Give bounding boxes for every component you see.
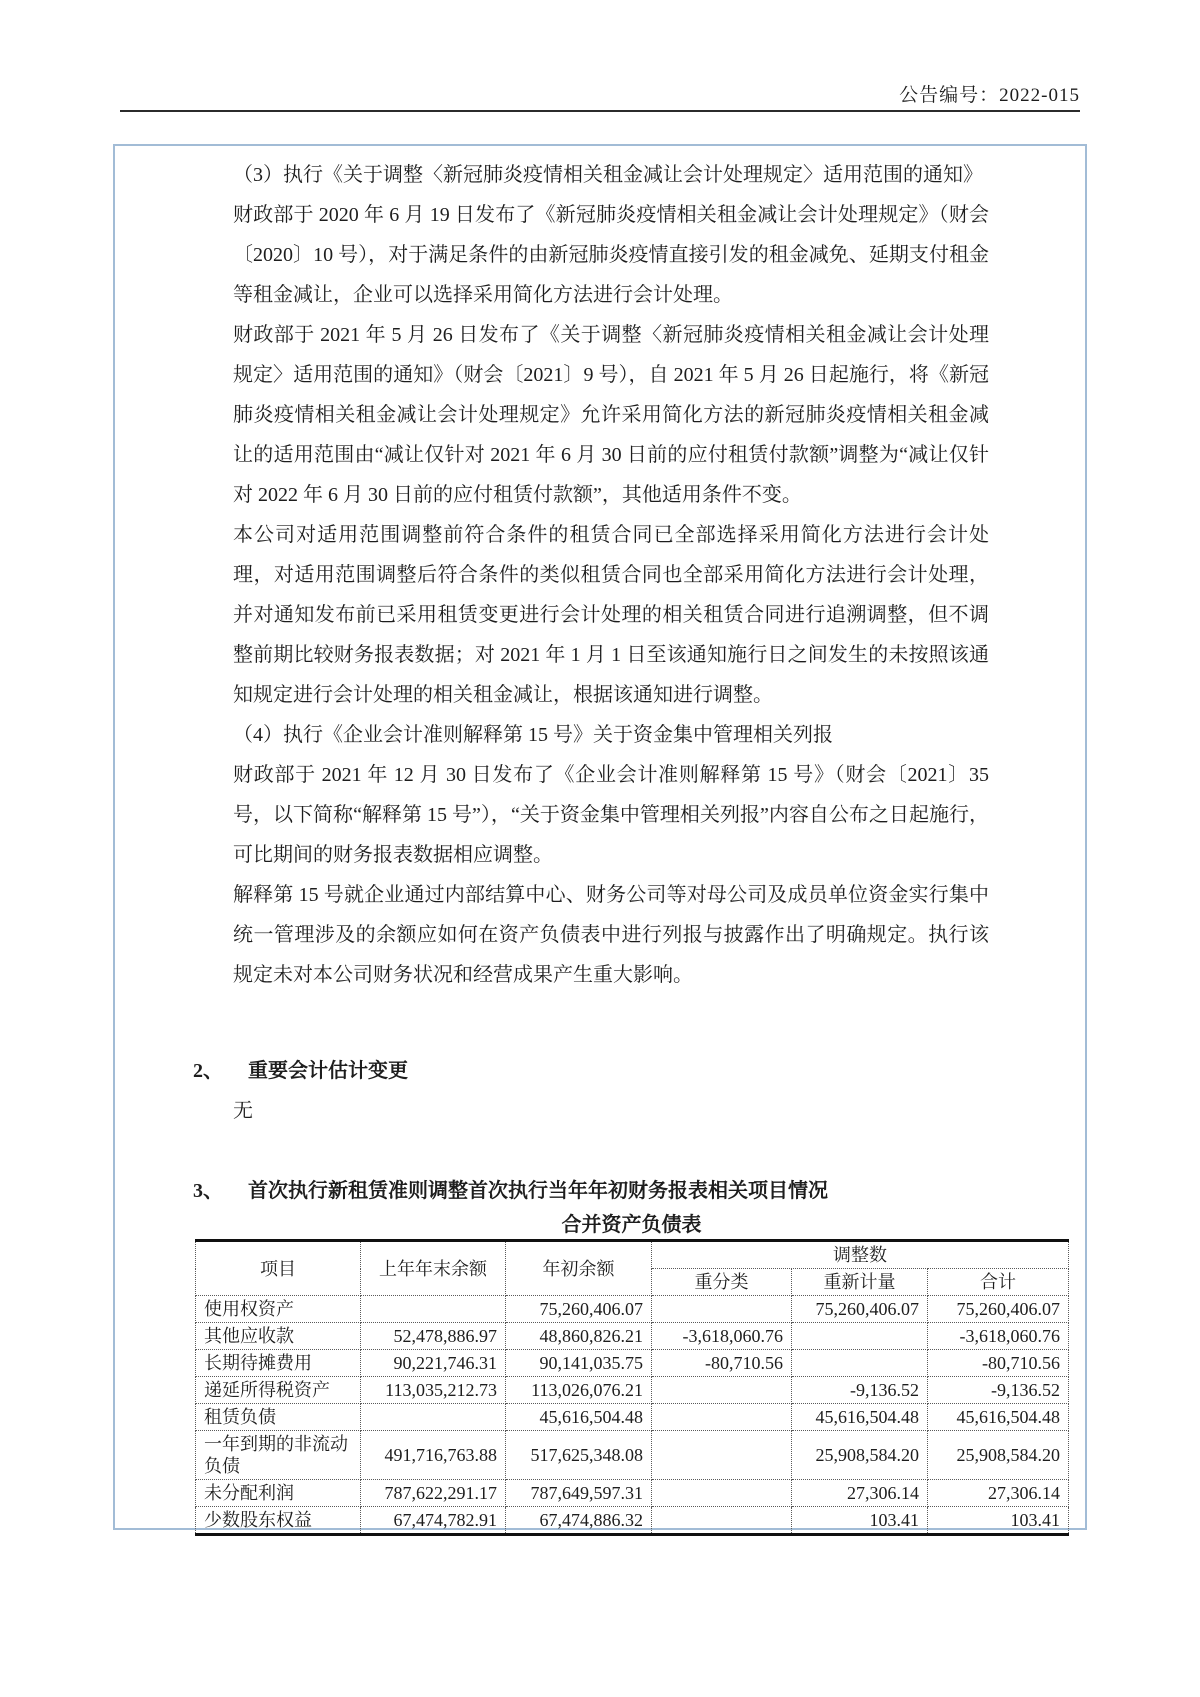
cell-total: 27,306.14 [928, 1480, 1069, 1507]
cell-prev-year-end: 90,221,746.31 [361, 1350, 506, 1377]
cell-prev-year-end: 491,716,763.88 [361, 1431, 506, 1480]
section-body-none: 无 [233, 1100, 253, 1122]
cell-prev-year-end: 52,478,886.97 [361, 1323, 506, 1350]
cell-year-begin: 90,141,035.75 [506, 1350, 652, 1377]
cell-remeasure: 45,616,504.48 [792, 1404, 928, 1431]
cell-item: 使用权资产 [196, 1296, 361, 1323]
header-rule [120, 110, 1080, 112]
table-row [196, 1431, 1069, 1480]
cell-total: 75,260,406.07 [928, 1296, 1069, 1323]
section-heading-estimate-change [193, 1051, 989, 1091]
balance-sheet-table [195, 1239, 1069, 1536]
header-adjustments: 调整数 [652, 1241, 1069, 1269]
header-remeasure: 重新计量 [792, 1269, 928, 1296]
cell-item: 一年到期的非流动负债 [196, 1431, 361, 1480]
body-paragraph: 本公司对适用范围调整前符合条件的租赁合同已全部选择采用简化方法进行会计处理，对适用范围调整后符合条件的类似租赁合同也全部采用简化方法进行会计处理，并对通知发布前已采用租赁变更进行会计处理的相关租赁合同进行追溯调整，但不调整前期比较财务报表数据；对 2021 年 1 月 1 日至该通知施行日之间发生的未按照该通知规定进行会计处理的相关租金减让，根据该通知进行调整。 [233, 524, 989, 706]
announcement-number: 公告编号：2022-015 [899, 85, 1080, 106]
table-row [196, 1507, 1069, 1535]
cell-remeasure: 25,908,584.20 [792, 1431, 928, 1480]
table-row [196, 1480, 1069, 1507]
section-title: 重要会计估计变更 [248, 1060, 408, 1082]
cell-prev-year-end: 67,474,782.91 [361, 1507, 506, 1535]
body-paragraph: 财政部于 2020 年 6 月 19 日发布了《新冠肺炎疫情相关租金减让会计处理规定》（财会〔2020〕10 号），对于满足条件的由新冠肺炎疫情直接引发的租金减免、延期支付租金等租金减让，企业可以选择采用简化方法进行会计处理。 [233, 204, 989, 306]
section-number: 2、 [193, 1060, 223, 1082]
cell-item: 少数股东权益 [196, 1507, 361, 1535]
table-title: 合并资产负债表 [561, 1214, 702, 1236]
cell-item: 未分配利润 [196, 1480, 361, 1507]
table-row [196, 1323, 1069, 1350]
cell-reclass [652, 1507, 792, 1535]
header-item: 项目 [196, 1241, 361, 1296]
cell-total: -9,136.52 [928, 1377, 1069, 1404]
header-year-begin: 年初余额 [506, 1241, 652, 1296]
cell-prev-year-end [361, 1296, 506, 1323]
cell-reclass [652, 1480, 792, 1507]
cell-prev-year-end [361, 1404, 506, 1431]
header-prev-year-end: 上年年末余额 [361, 1241, 506, 1296]
cell-reclass [652, 1296, 792, 1323]
cell-year-begin: 75,260,406.07 [506, 1296, 652, 1323]
body-paragraph: 财政部于 2021 年 12 月 30 日发布了《企业会计准则解释第 15 号》（财会〔2021〕35 号，以下简称“解释第 15 号”），“关于资金集中管理相关列报”内容自公布之日起施行，可比期间的财务报表数据相应调整。 [233, 764, 989, 866]
section-heading-first-adoption [193, 1171, 989, 1211]
table-row [196, 1404, 1069, 1431]
cell-year-begin: 48,860,826.21 [506, 1323, 652, 1350]
cell-total: 103.41 [928, 1507, 1069, 1535]
cell-reclass [652, 1431, 792, 1480]
body-paragraph: 解释第 15 号就企业通过内部结算中心、财务公司等对母公司及成员单位资金实行集中统一管理涉及的余额应如何在资产负债表中进行列报与披露作出了明确规定。执行该规定未对本公司财务状况和经营成果产生重大影响。 [233, 884, 989, 986]
cell-reclass: -3,618,060.76 [652, 1323, 792, 1350]
cell-prev-year-end: 113,035,212.73 [361, 1377, 506, 1404]
document-border-box [113, 144, 1087, 1530]
cell-reclass: -80,710.56 [652, 1350, 792, 1377]
cell-year-begin: 517,625,348.08 [506, 1431, 652, 1480]
body-paragraph: 财政部于 2021 年 5 月 26 日发布了《关于调整〈新冠肺炎疫情相关租金减让会计处理规定〉适用范围的通知》（财会〔2021〕9 号），自 2021 年 5 月 26 日起施行，将《新冠肺炎疫情相关租金减让会计处理规定》允许采用简化方法的新冠肺炎疫情相关租金减让的适用范围由“减让仅针对 2021 年 6 月 30 日前的应付租赁付款额”调整为“减让仅针对 2022 年 6 月 30 日前的应付租赁付款额”，其他适用条件不变。 [233, 324, 989, 506]
balance-sheet-area [195, 1211, 1068, 1536]
cell-remeasure: -9,136.52 [792, 1377, 928, 1404]
table-row [196, 1296, 1069, 1323]
header-total: 合计 [928, 1269, 1069, 1296]
cell-item: 租赁负债 [196, 1404, 361, 1431]
cell-prev-year-end: 787,622,291.17 [361, 1480, 506, 1507]
cell-year-begin: 113,026,076.21 [506, 1377, 652, 1404]
cell-item: 长期待摊费用 [196, 1350, 361, 1377]
cell-total: 25,908,584.20 [928, 1431, 1069, 1480]
cell-total: 45,616,504.48 [928, 1404, 1069, 1431]
header-reclass: 重分类 [652, 1269, 792, 1296]
cell-remeasure [792, 1323, 928, 1350]
cell-remeasure: 103.41 [792, 1507, 928, 1535]
section-number: 3、 [193, 1180, 223, 1202]
cell-reclass [652, 1377, 792, 1404]
body-paragraph: （4）执行《企业会计准则解释第 15 号》关于资金集中管理相关列报 [233, 724, 833, 746]
cell-remeasure: 27,306.14 [792, 1480, 928, 1507]
cell-year-begin: 67,474,886.32 [506, 1507, 652, 1535]
cell-remeasure [792, 1350, 928, 1377]
cell-total: -80,710.56 [928, 1350, 1069, 1377]
cell-item: 其他应收款 [196, 1323, 361, 1350]
cell-year-begin: 45,616,504.48 [506, 1404, 652, 1431]
body-paragraph: （3）执行《关于调整〈新冠肺炎疫情相关租金减让会计处理规定〉适用范围的通知》 [233, 164, 983, 186]
table-row [196, 1377, 1069, 1404]
cell-item: 递延所得税资产 [196, 1377, 361, 1404]
section-title: 首次执行新租赁准则调整首次执行当年年初财务报表相关项目情况 [248, 1180, 828, 1202]
table-header-row [196, 1241, 1069, 1269]
cell-year-begin: 787,649,597.31 [506, 1480, 652, 1507]
cell-total: -3,618,060.76 [928, 1323, 1069, 1350]
cell-remeasure: 75,260,406.07 [792, 1296, 928, 1323]
table-row [196, 1350, 1069, 1377]
cell-reclass [652, 1404, 792, 1431]
